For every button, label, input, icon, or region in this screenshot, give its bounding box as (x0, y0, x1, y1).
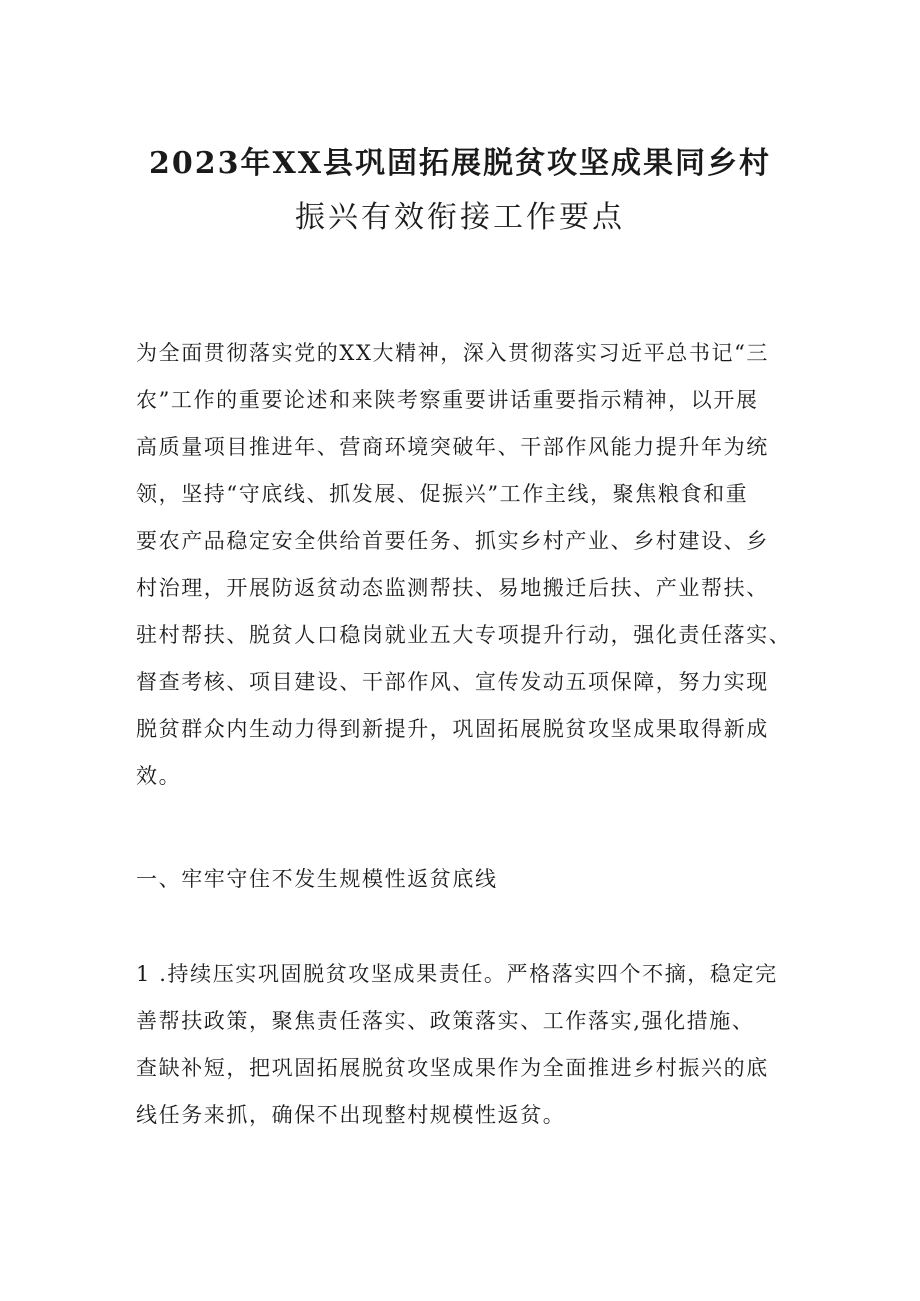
intro-line: 督查考核、项目建设、干部作风、宣传发动五项保障，努力实现 (136, 670, 769, 694)
intro-line: 驻村帮扶、脱贫人口稳岗就业五大专项提升行动，强化责任落实、 (136, 623, 792, 647)
item-line: 线任务来抓，确保不出现整村规模性返贫。 (136, 1103, 566, 1127)
document-title-line-2: 振兴有效衔接工作要点 (295, 200, 625, 235)
intro-line: 效。 (136, 764, 182, 788)
intro-line: 高质量项目推进年、营商环境突破年、干部作风能力提升年为统 (136, 435, 769, 459)
intro-line: 要农产品稳定安全供给首要任务、抓实乡村产业、乡村建设、乡 (136, 529, 769, 553)
section-heading: 一、牢牢守住不发生规模性返贫底线 (136, 867, 498, 891)
intro-line: 农”工作的重要论述和来陕考察重要讲话重要指示精神，以开展 (136, 388, 759, 412)
item-line: 善帮扶政策，聚焦责任落实、政策落实、工作落实,强化措施、 (136, 1009, 755, 1033)
intro-line: 脱贫群众内生动力得到新提升，巩固拓展脱贫攻坚成果取得新成 (136, 717, 769, 741)
document-title-line-1: 2023年XX县巩固拓展脱贫攻坚成果同乡村 (148, 146, 772, 181)
intro-line: 为全面贯彻落实党的XX大精神，深入贯彻落实习近平总书记“三 (136, 341, 770, 365)
item-line: 1 .持续压实巩固脱贫攻坚成果责任。严格落实四个不摘，稳定完 (136, 962, 778, 986)
intro-line: 村治理，开展防返贫动态监测帮扶、易地搬迁后扶、产业帮扶、 (136, 576, 769, 600)
item-line: 查缺补短，把巩固拓展脱贫攻坚成果作为全面推进乡村振兴的底 (136, 1056, 769, 1080)
intro-line: 领，坚持“守底线、抓发展、促振兴”工作主线，聚焦粮食和重 (136, 482, 749, 506)
